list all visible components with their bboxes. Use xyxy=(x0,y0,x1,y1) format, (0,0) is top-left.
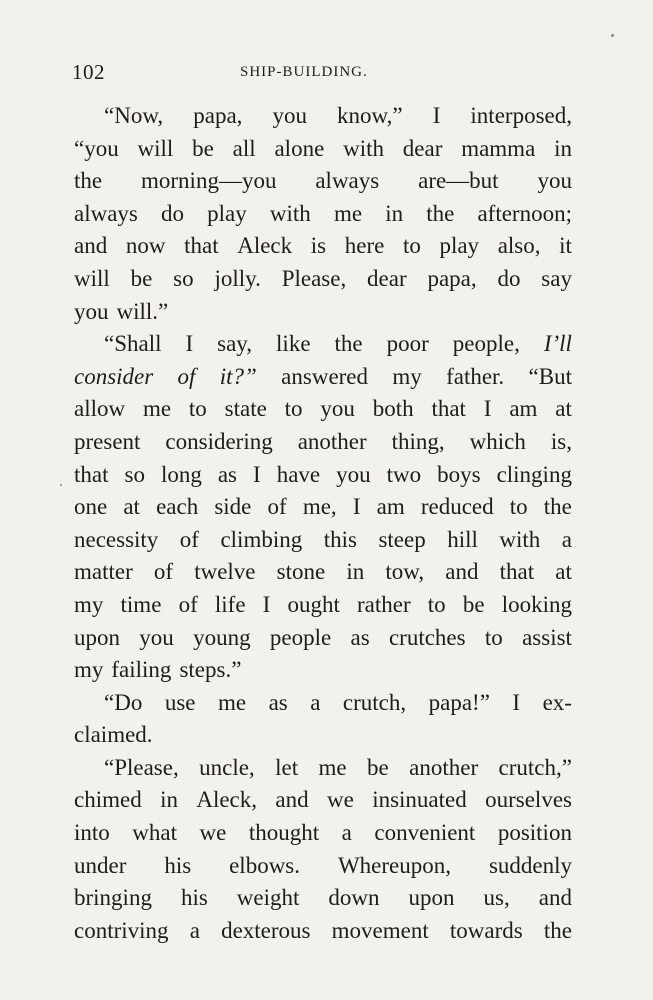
word: here xyxy=(344,233,385,259)
word: towards xyxy=(449,917,523,943)
word: it xyxy=(559,233,572,259)
word: rather xyxy=(357,591,411,617)
word: dexterous xyxy=(221,917,311,943)
word: another xyxy=(409,754,479,780)
word: do xyxy=(497,265,521,291)
text-line xyxy=(74,133,572,166)
word: am xyxy=(376,494,405,520)
word: as xyxy=(350,624,370,650)
word: two xyxy=(386,461,422,487)
text-line xyxy=(74,622,572,655)
word: play xyxy=(439,233,480,259)
word: that xyxy=(499,559,535,585)
text-line xyxy=(74,687,572,720)
text-line xyxy=(74,328,572,361)
word: this xyxy=(323,526,357,552)
word: be xyxy=(367,754,389,780)
word: which xyxy=(469,428,526,454)
word: I xyxy=(262,591,271,617)
text-line xyxy=(74,915,572,948)
word: me xyxy=(333,200,363,226)
word: be xyxy=(130,265,153,291)
word: “Now, xyxy=(104,103,164,128)
word: at xyxy=(123,494,140,520)
word: a xyxy=(310,689,321,715)
word: afternoon; xyxy=(477,200,572,226)
word: say xyxy=(541,265,572,291)
word: do xyxy=(161,200,185,226)
word: matter xyxy=(74,559,133,585)
word: upon xyxy=(74,624,120,650)
word: “Please, xyxy=(104,754,179,780)
word: dear xyxy=(367,265,407,291)
word: me, xyxy=(302,494,337,520)
word: reduced xyxy=(420,494,494,520)
word: weight xyxy=(236,885,300,911)
word: necessity xyxy=(74,526,159,552)
word: as xyxy=(268,689,288,715)
word: “But xyxy=(528,363,572,389)
word: so xyxy=(173,265,194,291)
word: down xyxy=(328,885,380,911)
word: people xyxy=(269,624,332,650)
word: will xyxy=(74,265,110,291)
word: climbing xyxy=(220,526,303,552)
word: twelve xyxy=(194,559,256,585)
word: and xyxy=(538,885,572,911)
word: as xyxy=(217,461,238,487)
word: and xyxy=(275,787,309,813)
text-line xyxy=(74,426,572,459)
word: us, xyxy=(483,885,510,911)
word: Please, xyxy=(281,265,347,291)
word: papa, xyxy=(193,103,243,128)
word: now xyxy=(125,233,166,259)
word: you xyxy=(74,298,109,324)
word: Whereupon, xyxy=(337,852,451,878)
word: life xyxy=(214,591,246,617)
word: time xyxy=(120,591,162,617)
word: me xyxy=(142,396,172,422)
word: crutches xyxy=(388,624,466,650)
word: you xyxy=(537,168,572,194)
word: is xyxy=(310,233,327,259)
word: the xyxy=(543,917,572,943)
word: people, xyxy=(452,331,520,357)
text-line xyxy=(74,165,572,198)
word: will.” xyxy=(116,298,169,324)
word: me xyxy=(318,754,347,780)
word: consider xyxy=(74,363,154,389)
word: of xyxy=(178,591,198,617)
word: it?” xyxy=(219,363,257,389)
word: another xyxy=(297,428,367,454)
word: be xyxy=(462,591,485,617)
word: present xyxy=(74,428,141,454)
word: a xyxy=(189,917,200,943)
word: and xyxy=(74,233,108,259)
word: will xyxy=(137,135,174,161)
word: his xyxy=(164,852,192,878)
word: to xyxy=(509,494,528,520)
word: thing, xyxy=(391,428,445,454)
word: chimed xyxy=(74,787,142,813)
word: papa, xyxy=(427,265,477,291)
word: thought xyxy=(248,820,320,846)
word: I’ll xyxy=(543,331,572,357)
word: crutch,” xyxy=(498,754,572,780)
word: to xyxy=(284,396,303,422)
word: of xyxy=(177,363,196,389)
word: in xyxy=(554,135,572,161)
word: insinuated xyxy=(372,787,467,813)
word: with xyxy=(499,526,541,552)
word: long xyxy=(160,461,202,487)
text-line xyxy=(74,198,572,231)
word: be xyxy=(192,135,214,161)
text-line xyxy=(74,296,572,329)
word: tow, xyxy=(385,559,425,585)
word: I xyxy=(352,494,361,520)
word: my xyxy=(392,363,422,389)
word: of xyxy=(267,494,287,520)
word: position xyxy=(497,820,572,846)
word: is, xyxy=(550,428,572,454)
text-line xyxy=(74,491,572,524)
print-speck xyxy=(611,34,614,37)
page-number: 102 xyxy=(72,60,105,84)
word: I xyxy=(185,331,194,357)
text-line xyxy=(74,393,572,426)
text-line xyxy=(74,882,572,915)
word: we xyxy=(326,787,354,813)
word: I xyxy=(483,396,492,422)
word: that xyxy=(431,396,466,422)
word: his xyxy=(180,885,208,911)
word: with xyxy=(269,200,311,226)
word: each xyxy=(156,494,199,520)
word: have xyxy=(276,461,321,487)
text-line xyxy=(74,817,572,850)
word: contriving xyxy=(74,917,169,943)
body-text xyxy=(74,100,572,947)
text-line xyxy=(74,589,572,622)
word: a xyxy=(561,526,572,552)
text-line xyxy=(74,850,572,883)
word: dear xyxy=(402,135,443,161)
page-header xyxy=(72,60,572,90)
word: “you xyxy=(74,135,119,161)
word: jolly. xyxy=(214,265,261,291)
text-line xyxy=(74,100,572,133)
running-head: SHIP-BUILDING. xyxy=(240,64,368,80)
word: under xyxy=(74,852,127,878)
word: state xyxy=(224,396,267,422)
text-line xyxy=(74,230,572,263)
word: Aleck, xyxy=(196,787,258,813)
text-line xyxy=(74,459,572,492)
word: so xyxy=(124,461,145,487)
word: and xyxy=(445,559,479,585)
word: all xyxy=(232,135,256,161)
word: always xyxy=(74,200,138,226)
word: of xyxy=(179,526,199,552)
word: hill xyxy=(447,526,478,552)
word: the xyxy=(74,168,103,194)
word: elbows. xyxy=(229,852,301,878)
word: to xyxy=(484,624,503,650)
word: my xyxy=(74,657,104,683)
word: boys xyxy=(437,461,481,487)
word: looking xyxy=(501,591,572,617)
text-line xyxy=(74,719,572,752)
word: allow xyxy=(74,396,126,422)
word: uncle, xyxy=(199,754,255,780)
word: failing xyxy=(111,657,172,683)
word: in xyxy=(160,787,178,813)
word: alone xyxy=(274,135,325,161)
word: at xyxy=(555,559,572,585)
word: to xyxy=(402,233,421,259)
word: that xyxy=(184,233,219,259)
word: we xyxy=(199,820,227,846)
word: father. xyxy=(446,363,505,389)
word: what xyxy=(132,820,178,846)
word: morning—you xyxy=(141,168,277,194)
word: one xyxy=(74,494,108,520)
text-line xyxy=(74,784,572,817)
word: with xyxy=(343,135,384,161)
word: you xyxy=(336,461,371,487)
word: claimed. xyxy=(74,722,153,748)
word: clinging xyxy=(496,461,572,487)
word: always xyxy=(315,168,380,194)
word: young xyxy=(193,624,251,650)
word: steep xyxy=(378,526,426,552)
word: steps.” xyxy=(179,657,242,683)
word: stone xyxy=(276,559,326,585)
word: bringing xyxy=(74,885,152,911)
word: considering xyxy=(165,428,273,454)
print-speck xyxy=(60,484,62,486)
text-line xyxy=(74,752,572,785)
word: crutch, xyxy=(342,689,407,715)
word: into xyxy=(74,820,110,846)
word: upon xyxy=(408,885,455,911)
word: both xyxy=(372,396,414,422)
word: you xyxy=(320,396,355,422)
word: the xyxy=(426,200,455,226)
word: to xyxy=(188,396,207,422)
word: “Shall xyxy=(104,331,162,357)
word: to xyxy=(427,591,446,617)
text-line xyxy=(74,556,572,589)
word: a xyxy=(341,820,352,846)
word: Aleck xyxy=(237,233,293,259)
word: poor xyxy=(386,331,429,357)
word: convenient xyxy=(374,820,476,846)
word: say, xyxy=(217,331,253,357)
word: mamma xyxy=(461,135,536,161)
word: are—but xyxy=(418,168,499,194)
word: I xyxy=(253,461,261,487)
word: suddenly xyxy=(488,852,572,878)
word: interposed, xyxy=(470,103,572,128)
text-line xyxy=(74,361,572,394)
word: movement xyxy=(331,917,429,943)
word: answered xyxy=(281,363,369,389)
word: “Do xyxy=(104,689,143,715)
word: I xyxy=(512,689,521,715)
word: in xyxy=(385,200,404,226)
word: side xyxy=(214,494,252,520)
word: you xyxy=(272,103,307,128)
word: the xyxy=(543,494,572,520)
word: you xyxy=(139,624,174,650)
text-line xyxy=(74,524,572,557)
word: that xyxy=(74,461,109,487)
word: of xyxy=(153,559,174,585)
word: am xyxy=(509,396,538,422)
word: the xyxy=(334,331,363,357)
word: assist xyxy=(522,624,572,650)
word: ourselves xyxy=(485,787,572,813)
word: let xyxy=(275,754,299,780)
word: know,” xyxy=(337,103,403,128)
word: like xyxy=(276,331,311,357)
word: papa!” xyxy=(428,689,490,715)
word: in xyxy=(346,559,365,585)
word: me xyxy=(217,689,247,715)
word: at xyxy=(555,396,572,422)
word: use xyxy=(164,689,196,715)
word: play xyxy=(207,200,247,226)
word: my xyxy=(74,591,104,617)
word: ought xyxy=(287,591,340,617)
word: I xyxy=(432,103,441,128)
word: ex- xyxy=(542,689,572,715)
text-line xyxy=(74,654,572,687)
word: also, xyxy=(497,233,541,259)
text-line xyxy=(74,263,572,296)
